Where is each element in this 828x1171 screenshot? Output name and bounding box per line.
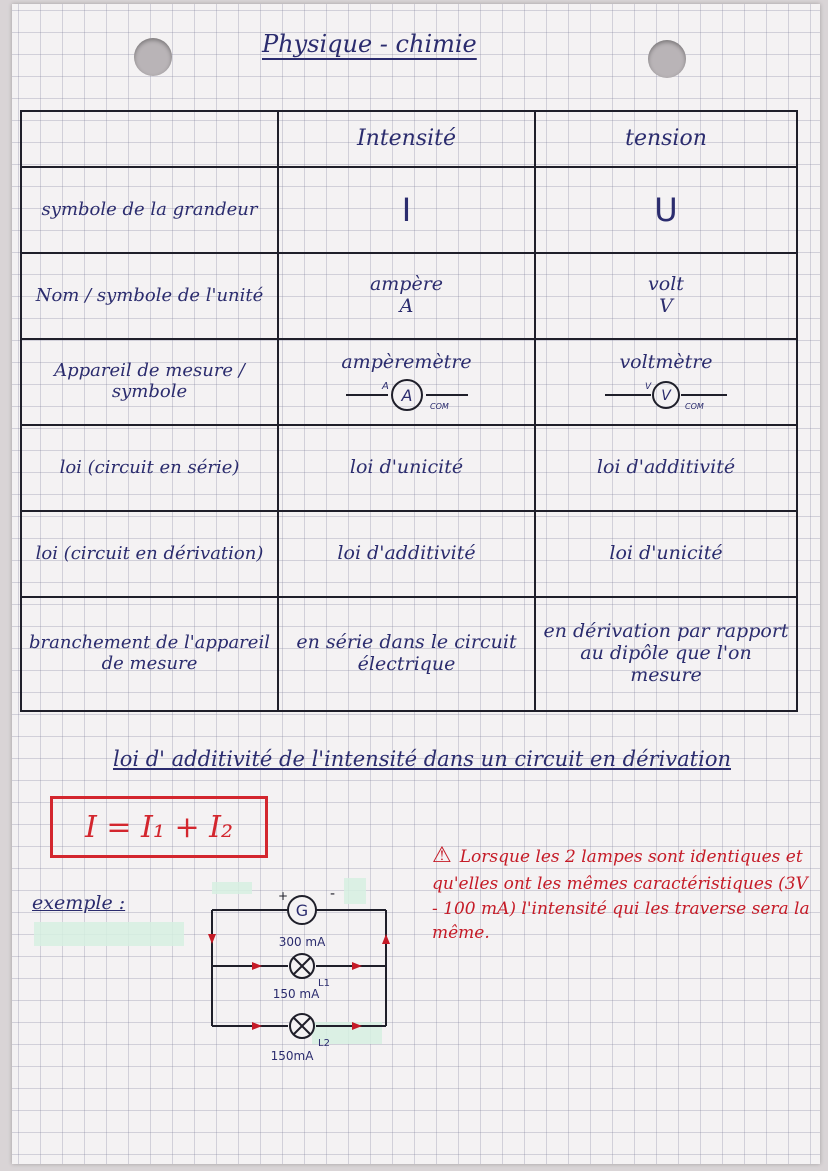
intensite-unit-name: ampère [369,273,444,296]
intensite-derivation-law: loi d'additivité [278,511,535,597]
generator-minus: - [330,886,336,902]
tension-derivation-law: loi d'unicité [535,511,797,597]
intensite-unit-symbol: A [399,295,414,317]
page-title: Physique - chimie [262,30,477,58]
section-heading: loi d' additivité de l'intensité dans un circuit en dérivation [112,747,731,771]
additivity-formula: I = I₁ + I₂ [50,796,268,858]
tension-symbol: U [654,190,678,229]
warning-text: Lorsque les 2 lampes sont identiques et qu'elles ont les mêmes caractéristiques (3V - 100 mA) l'intensité qui les traverse sera la même. [432,847,810,944]
lamp1-label: L1 [318,978,330,989]
header-intensite: Intensité [278,111,535,167]
tension-serie-law: loi d'additivité [535,425,797,511]
table-row [21,425,797,511]
row-label: loi (circuit en série) [21,425,278,511]
tension-branchement: en dérivation par rapport au dipôle que l'on mesure [535,597,797,711]
voltmeter-input-label: V [645,381,652,392]
intensite-serie-law: loi d'unicité [278,425,535,511]
table-row [21,167,797,253]
total-current-label: 300 mA [278,935,326,949]
voltmeter-name: voltmètre [619,351,713,374]
intensite-symbol: I [401,190,412,229]
row-label: Nom / symbole de l'unité [21,253,278,339]
table-row [21,339,797,425]
voltmeter-symbol-icon [601,378,731,412]
table-header-row [21,111,797,167]
punch-hole [134,38,172,76]
notebook-page [12,4,820,1164]
header-tension: tension [535,111,797,167]
warning-icon: ⚠ [432,843,452,868]
table-row [21,253,797,339]
tension-unit-name: volt [648,273,684,296]
row-label: symbole de la grandeur [21,167,278,253]
correction-tape [34,922,184,946]
row-label: branchement de l'appareil de mesure [21,597,278,711]
voltmeter-com-label: COM [685,401,704,411]
ammeter-name: ampèremètre [341,351,472,374]
parallel-circuit-diagram [192,874,412,1074]
punch-hole [648,40,686,78]
ammeter-input-label: A [381,380,389,392]
lamp2-current-label: 150mA [270,1049,314,1063]
generator-letter: G [295,901,309,920]
warning-note [432,840,812,946]
table-row [21,511,797,597]
lamp1-current-label: 150 mA [272,987,320,1001]
lamp2-label: L2 [318,1038,330,1049]
ammeter-symbol-icon [342,378,472,412]
table-row [21,597,797,711]
comparison-table [20,110,798,712]
tension-unit-symbol: V [659,295,673,317]
intensite-branchement: en série dans le circuit électrique [278,597,535,711]
header-empty [21,111,278,167]
row-label: Appareil de mesure / symbole [21,339,278,425]
ammeter-com-label: COM [429,401,449,411]
example-label: exemple : [32,892,126,914]
ammeter-letter: A [401,385,412,405]
row-label: loi (circuit en dérivation) [21,511,278,597]
voltmeter-letter: V [661,387,671,404]
generator-plus: + [278,889,289,903]
